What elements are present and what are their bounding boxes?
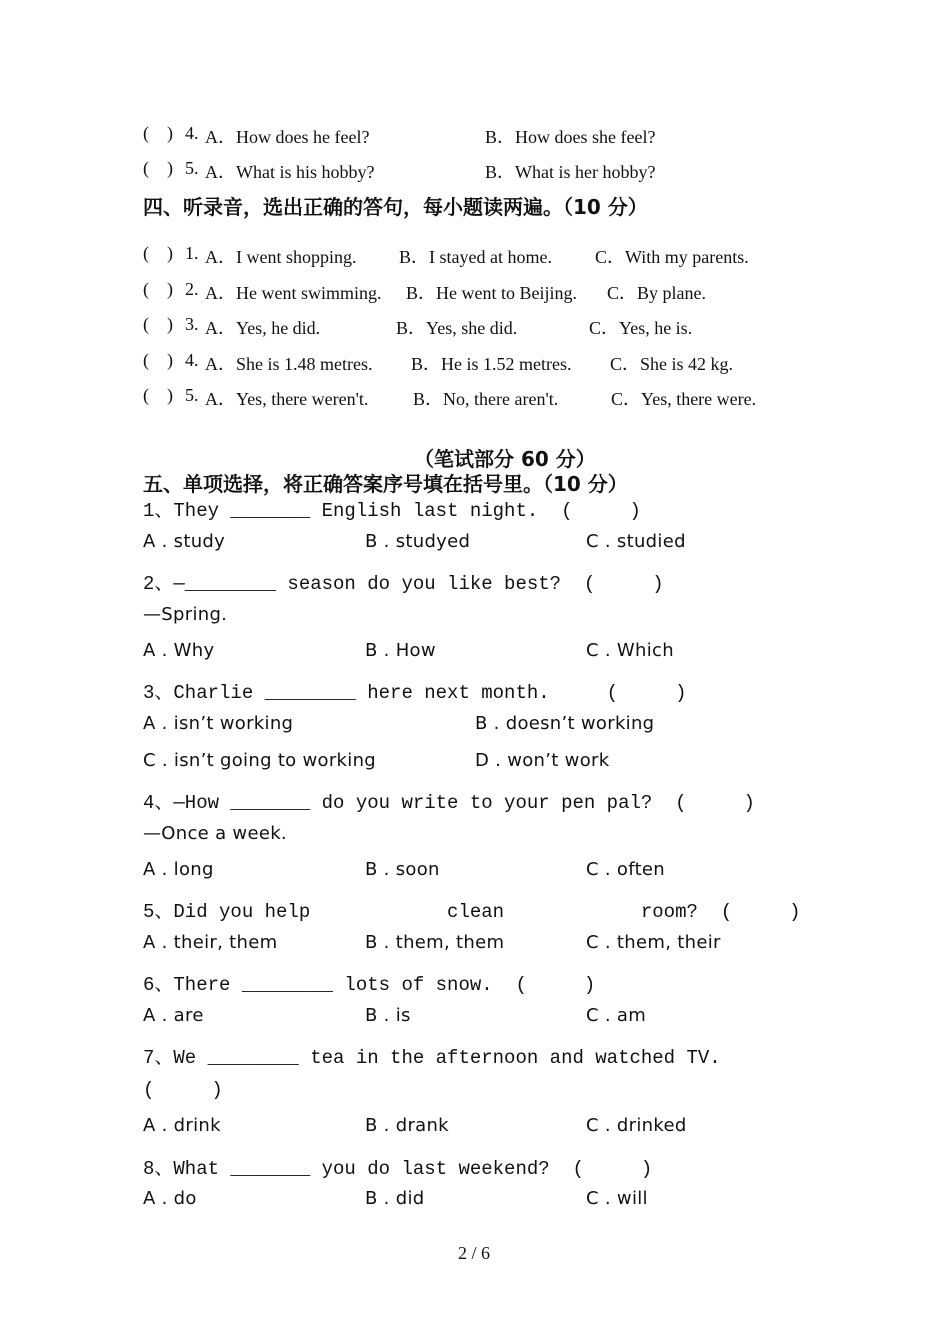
q4-reply: —Once a week.: [143, 823, 287, 844]
question-4-stem: 4、—How _______ do you write to your pen pal? ( ): [143, 792, 755, 814]
q8-option-a[interactable]: A . do: [143, 1188, 197, 1209]
q7-option-a[interactable]: A . drink: [143, 1115, 221, 1136]
answer-paren[interactable]: ( ): [143, 158, 173, 178]
question-number: 4.: [185, 123, 199, 143]
option-a: A．Yes, there weren't.: [205, 389, 369, 409]
q4-option-b[interactable]: B . soon: [365, 859, 440, 880]
q5-option-a[interactable]: A . their, them: [143, 932, 278, 953]
q7-option-b[interactable]: B . drank: [365, 1115, 449, 1136]
q2-option-b[interactable]: B . How: [365, 640, 436, 661]
question-8-stem: 8、What _______ you do last weekend? ( ): [143, 1158, 653, 1180]
question-number: 4.: [185, 350, 199, 370]
answer-paren[interactable]: ( ): [143, 123, 173, 143]
answer-paren[interactable]: ( ): [143, 314, 173, 334]
q4-option-c[interactable]: C . often: [586, 859, 666, 880]
section5-heading: 五、单项选择，将正确答案序号填在括号里。（10 分）: [143, 472, 628, 496]
q6-option-a[interactable]: A . are: [143, 1005, 204, 1026]
q5-option-c[interactable]: C . them, their: [586, 932, 721, 953]
q7-option-c[interactable]: C . drinked: [586, 1115, 687, 1136]
option-a: A．I went shopping.: [205, 247, 357, 267]
q7-answer-paren[interactable]: ( ): [143, 1079, 223, 1101]
question-number: 5.: [185, 158, 199, 178]
q8-option-c[interactable]: C . will: [586, 1188, 648, 1209]
option-a: A．He went swimming.: [205, 283, 382, 303]
option-c: C．With my parents.: [595, 247, 749, 267]
q8-option-b[interactable]: B . did: [365, 1188, 425, 1209]
q6-option-b[interactable]: B . is: [365, 1005, 411, 1026]
option-a: A．Yes, he did.: [205, 318, 321, 338]
page-number: 2 / 6: [458, 1243, 491, 1263]
q3-option-c[interactable]: C . isn’t going to working: [143, 750, 377, 771]
question-1-stem: 1、They _______ English last night. ( ): [143, 500, 641, 522]
option-a: A．She is 1.48 metres.: [205, 354, 373, 374]
option-b: B．No, there aren't.: [413, 389, 559, 409]
q2-option-a[interactable]: A . Why: [143, 640, 215, 661]
written-part-title: （笔试部分 60 分）: [414, 447, 596, 471]
question-number: 1.: [185, 243, 199, 263]
section4-heading: 四、听录音，选出正确的答句，每小题读两遍。（10 分）: [143, 195, 648, 219]
question-6-stem: 6、There ________ lots of snow. ( ): [143, 974, 596, 996]
answer-paren[interactable]: ( ): [143, 243, 173, 263]
option-c: C．She is 42 kg.: [610, 354, 734, 374]
question-5-stem: 5、Did you help clean room? ( ): [143, 901, 801, 923]
option-c: C．Yes, there were.: [611, 389, 757, 409]
option-b: B．He is 1.52 metres.: [411, 354, 572, 374]
option-b: B．I stayed at home.: [399, 247, 552, 267]
question-7-stem: 7、We ________ tea in the afternoon and watched TV.: [143, 1047, 721, 1069]
option-b: B．He went to Beijing.: [406, 283, 577, 303]
q3-option-d[interactable]: D . won’t work: [475, 750, 610, 771]
q1-option-c[interactable]: C . studied: [586, 531, 686, 552]
option-b: B．How does she feel?: [485, 127, 656, 147]
option-c: C．Yes, he is.: [589, 318, 693, 338]
answer-paren[interactable]: ( ): [143, 350, 173, 370]
option-c: C．By plane.: [607, 283, 706, 303]
question-2-stem: 2、—________ season do you like best? ( ): [143, 573, 664, 595]
option-a: A．How does he feel?: [205, 127, 370, 147]
question-number: 3.: [185, 314, 199, 334]
option-b: B．What is her hobby?: [485, 162, 656, 182]
question-number: 5.: [185, 385, 199, 405]
q5-option-b[interactable]: B . them, them: [365, 932, 505, 953]
question-3-stem: 3、Charlie ________ here next month. ( ): [143, 682, 687, 704]
q2-option-c[interactable]: C . Which: [586, 640, 674, 661]
q1-option-b[interactable]: B . studyed: [365, 531, 471, 552]
answer-paren[interactable]: ( ): [143, 385, 173, 405]
option-a: A．What is his hobby?: [205, 162, 375, 182]
q4-option-a[interactable]: A . long: [143, 859, 214, 880]
q3-option-a[interactable]: A . isn’t working: [143, 713, 294, 734]
answer-paren[interactable]: ( ): [143, 279, 173, 299]
q3-option-b[interactable]: B . doesn’t working: [475, 713, 655, 734]
question-number: 2.: [185, 279, 199, 299]
q1-option-a[interactable]: A . study: [143, 531, 226, 552]
q2-reply: —Spring.: [143, 604, 228, 625]
option-b: B．Yes, she did.: [396, 318, 518, 338]
q6-option-c[interactable]: C . am: [586, 1005, 647, 1026]
